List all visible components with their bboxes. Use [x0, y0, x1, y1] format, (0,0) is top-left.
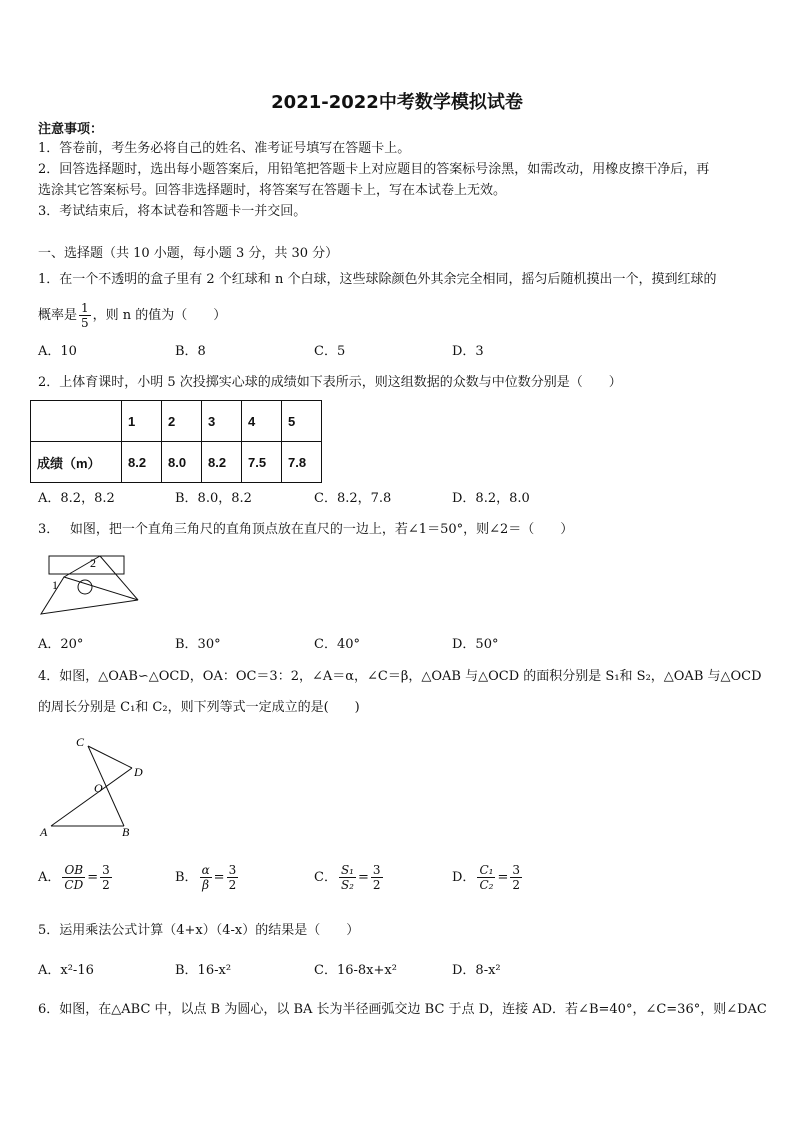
q1-option-a: A．10: [38, 344, 77, 359]
q3-text: 3． 如图，把一个直角三角尺的直角顶点放在直尺的一边上，若∠1＝50°，则∠2＝（ ）: [38, 522, 574, 537]
rhs-fraction: [100, 863, 112, 892]
q2-option-b: B．8.0，8.2: [175, 491, 252, 506]
section-heading: 一、选择题（共 10 小题，每小题 3 分，共 30 分）: [38, 246, 339, 261]
notice-item-2-cont: 选涂其它答案标号。回答非选择题时，将答案写在答题卡上，写在本试卷上无效。: [38, 183, 507, 198]
q1-option-d: D．3: [452, 344, 484, 359]
q1-line2-pre: 概率是: [38, 308, 78, 323]
triangle-hole: [78, 580, 92, 594]
table-cell: 3: [202, 401, 242, 442]
frac-den: 2: [512, 878, 520, 892]
q5-option-c: C．16-8x+x²: [314, 963, 397, 978]
q5-option-b: B．16-x²: [175, 963, 232, 978]
table-row: [31, 442, 322, 483]
q2-option-d: D．8.2，8.0: [452, 491, 530, 506]
q4-option-d: D． $\frac{\text{C₁}}{\text{C₂}}$ = $\frac{3}{2}$: [452, 863, 520, 892]
q1-frac-den: 5: [81, 316, 89, 330]
notice-item-1: 1．答卷前，考生务必将自己的姓名、准考证号填写在答题卡上。: [38, 141, 411, 156]
q4-option-c: C． $\frac{\text{S₁}}{\text{S₂}}$ = $\frac{3}{2}$: [314, 863, 381, 892]
frac-den: C₂: [479, 878, 494, 892]
option-fraction: [339, 863, 356, 892]
frac-den: 2: [372, 878, 381, 892]
table-cell: 4: [242, 401, 282, 442]
frac-den: β: [202, 878, 210, 892]
q3-option-d: D．50°: [452, 637, 499, 652]
option-letter: B．: [175, 870, 198, 885]
notice-heading: 注意事项：: [38, 122, 104, 137]
angle-2-label: 2: [90, 556, 96, 570]
table-cell: 7.5: [242, 442, 282, 483]
frac-num: 3: [228, 863, 237, 877]
table-cell: 成绩（m）: [31, 442, 122, 483]
q5-option-d: D．8-x²: [452, 963, 501, 978]
point-b-label: B: [122, 825, 130, 838]
frac-den: S₂: [340, 878, 354, 892]
triangle-edge: [100, 556, 138, 600]
q4-similar-triangles-figure: [38, 732, 148, 838]
frac-num: 3: [372, 863, 381, 877]
table-cell: 5: [282, 401, 322, 442]
point-c-label: C: [76, 735, 85, 749]
q1-option-b: B．8: [175, 344, 206, 359]
q3-option-c: C．40°: [314, 637, 360, 652]
table-cell: 8.2: [122, 442, 162, 483]
notice-item-2: 2．回答选择题时，选出每小题答案后，用铅笔把答题卡上对应题目的答案标号涂黑，如需改动，用橡皮擦干净后，再: [38, 162, 710, 177]
q1-frac-num: 1: [81, 301, 89, 315]
page-title: 2021-2022中考数学模拟试卷: [271, 92, 523, 113]
q1-line2-post: ，则 n 的值为（ ）: [92, 308, 227, 323]
q3-option-a: A．20°: [38, 637, 84, 652]
frac-num: α: [201, 863, 210, 877]
q2-option-a: A．8.2，8.2: [38, 491, 115, 506]
frac-num: C₁: [479, 863, 494, 877]
frac-num: OB: [62, 863, 85, 878]
notice-item-3: 3．考试结束后，将本试卷和答题卡一并交回。: [38, 204, 307, 219]
q6-text: 6．如图，在△ABC 中，以点 B 为圆心，以 BA 长为半径画弧交边 BC 于点 D，连接 AD．若∠B=40°，∠C=36°，则∠DAC: [38, 1002, 767, 1017]
frac-num: S₁: [340, 863, 354, 877]
segment-cd: [88, 746, 132, 768]
q3-option-b: B．30°: [175, 637, 221, 652]
table-row: [31, 401, 322, 442]
angle-1-label: 1: [52, 578, 58, 592]
option-letter: D．: [452, 870, 476, 885]
rhs-fraction: [371, 863, 383, 892]
table-cell: 7.8: [282, 442, 322, 483]
rhs-fraction: [227, 863, 239, 892]
option-fraction: [200, 863, 212, 892]
option-fraction: [62, 863, 85, 892]
point-a-label: A: [40, 825, 48, 838]
q5-option-a: A．x²-16: [38, 963, 94, 978]
q2-score-table: [30, 400, 322, 483]
q2-text: 2．上体育课时，小明 5 次投掷实心球的成绩如下表所示，则这组数据的众数与中位数分别是（ ）: [38, 375, 622, 390]
q4-line2: 的周长分别是 C₁和 C₂，则下列等式一定成立的是( ): [38, 700, 360, 715]
q4-option-a: A． $\frac{OB}{CD}$ = $\frac{3}{2}$: [38, 863, 110, 892]
q3-ruler-triangle-figure: [38, 553, 144, 619]
point-o-label: O: [94, 781, 103, 795]
rhs-fraction: [510, 863, 522, 892]
q2-option-c: C．8.2，7.8: [314, 491, 392, 506]
q1-line2: [38, 298, 226, 334]
frac-den: 2: [228, 878, 237, 892]
table-cell: 8.0: [162, 442, 202, 483]
frac-den: CD: [64, 878, 84, 892]
option-letter: C．: [314, 870, 337, 885]
q1-fraction: [79, 301, 91, 330]
table-cell: [31, 401, 122, 442]
frac-den: 2: [102, 878, 110, 892]
table-cell: 2: [162, 401, 202, 442]
option-letter: A．: [38, 870, 61, 885]
table-cell: 1: [122, 401, 162, 442]
q4-line1: 4．如图，△OAB∽△OCD，OA：OC＝3：2，∠A＝α，∠C＝β，△OAB 与△OCD 的面积分别是 S₁和 S₂，△OAB 与△OCD: [38, 669, 762, 684]
q1-line1: 1．在一个不透明的盒子里有 2 个红球和 n 个白球，这些球除颜色外其余完全相同，摇匀后随机摸出一个，摸到红球的: [38, 272, 717, 287]
q4-option-b: B． $\frac{\alpha}{\beta}$ = $\frac{3}{2}$: [175, 863, 237, 892]
option-fraction: [477, 863, 495, 892]
q5-text: 5．运用乘法公式计算（4+x）（4-x）的结果是（ ）: [38, 923, 360, 938]
frac-num: 3: [102, 863, 110, 877]
q1-option-c: C．5: [314, 344, 346, 359]
point-d-label: D: [134, 765, 143, 779]
table-cell: 8.2: [202, 442, 242, 483]
frac-num: 3: [512, 863, 520, 877]
